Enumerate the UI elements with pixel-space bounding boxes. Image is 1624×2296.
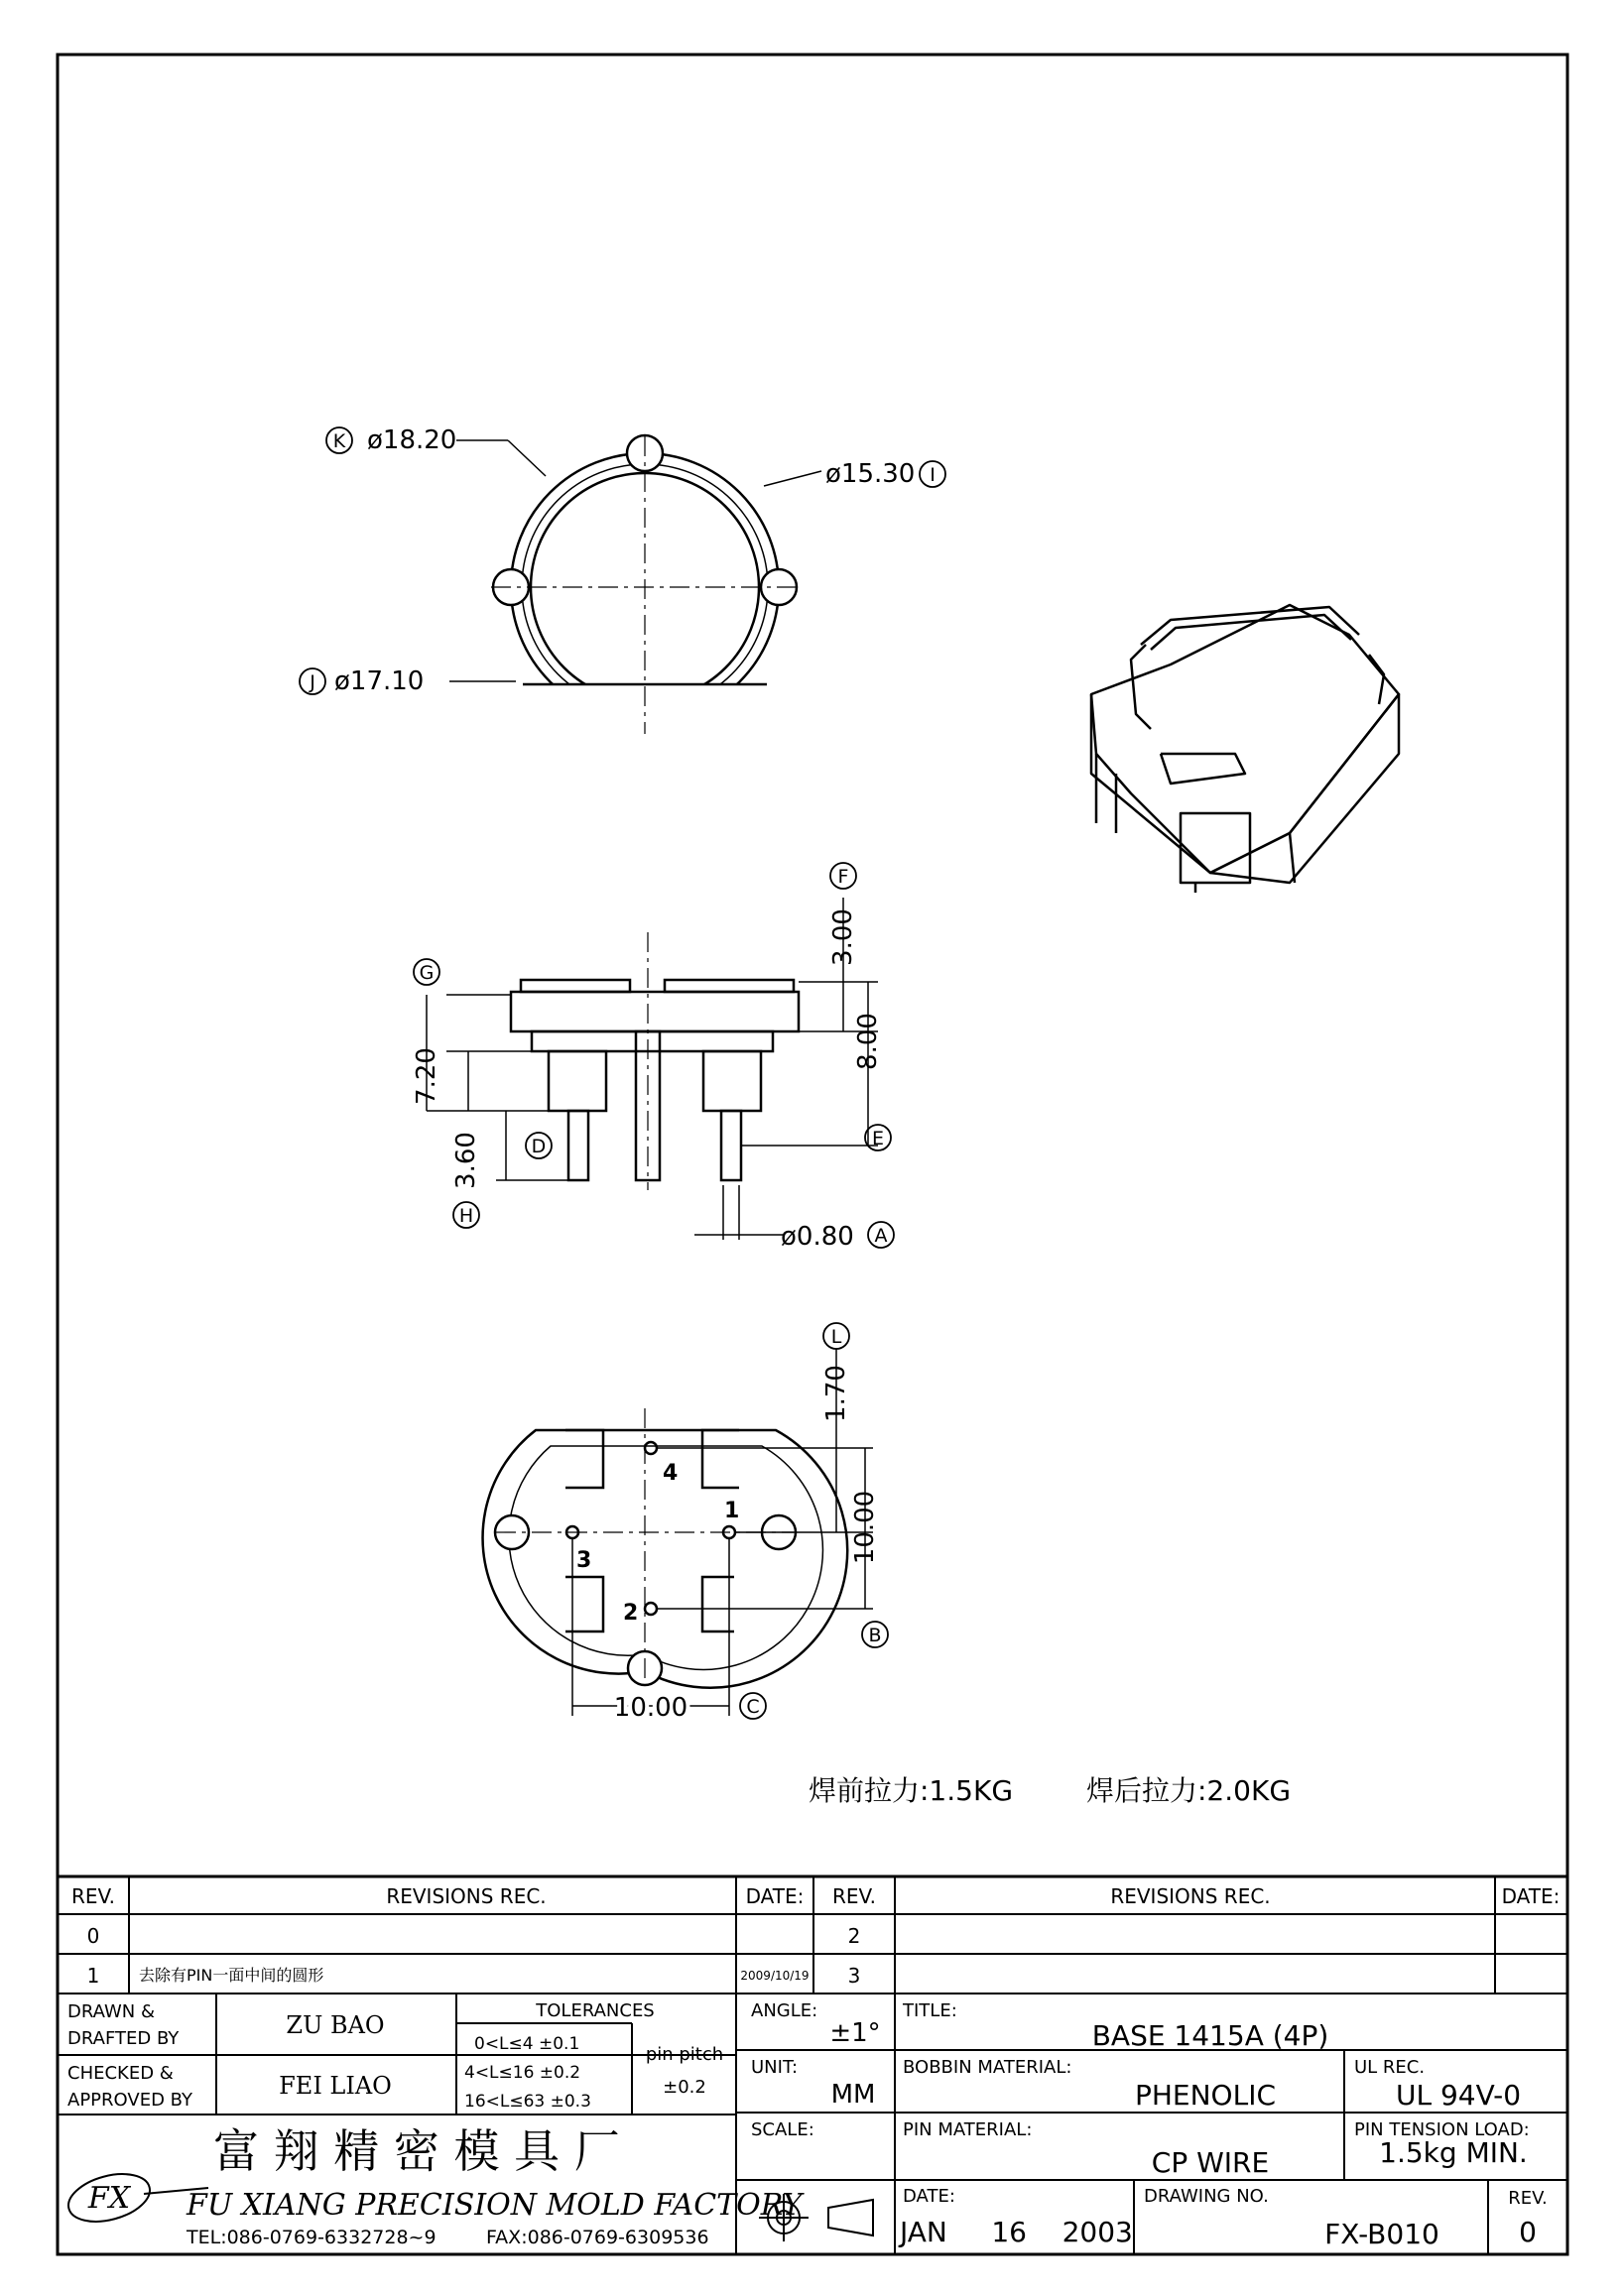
tag-b: B: [868, 1625, 882, 1646]
isometric-view: [1091, 605, 1399, 893]
tag-e: E: [871, 1128, 885, 1149]
rev-label: REV.: [1508, 2188, 1548, 2209]
dim-i: ø15.30: [825, 459, 916, 489]
pin-label-1: 1: [724, 1499, 740, 1523]
unit-value: MM: [830, 2080, 876, 2110]
rev-1: 1: [86, 1964, 100, 1988]
dim-b: 10.00: [850, 1490, 880, 1565]
tag-g: G: [419, 962, 435, 984]
drawing-no-label: DRAWING NO.: [1144, 2186, 1269, 2207]
header-date: DATE:: [745, 1884, 805, 1908]
tag-i: I: [930, 464, 936, 486]
rev-value: 0: [1519, 2216, 1537, 2248]
bobbin-value: PHENOLIC: [1134, 2079, 1277, 2112]
logo-text: FX: [87, 2181, 131, 2216]
title-block-text: [63, 1884, 1561, 2250]
header-date-2: DATE:: [1501, 1884, 1561, 1908]
drawn-label-1: DRAWN &: [67, 2001, 155, 2022]
note-pull-after: 焊后拉力:2.0KG: [1086, 1774, 1292, 1807]
drawn-by: ZU BAO: [286, 2011, 385, 2039]
top-view: [449, 435, 821, 744]
side-view: [427, 898, 878, 1240]
title-label: TITLE:: [903, 2000, 957, 2021]
pin-label-2: 2: [623, 1601, 639, 1626]
pin-tension-value: 1.5kg MIN.: [1379, 2136, 1528, 2169]
checked-by: FEI LIAO: [279, 2072, 392, 2100]
rev-0: 0: [86, 1924, 100, 1948]
rev-1-date: 2009/10/19: [740, 1969, 810, 1983]
pin-material-value: CP WIRE: [1151, 2146, 1270, 2179]
dim-a: ø0.80: [781, 1222, 854, 1252]
pin-label-3: 3: [576, 1548, 592, 1573]
company-name-cn: 富 翔 精 密 模 具 厂: [213, 2124, 620, 2178]
pin-pitch-label: pin pitch: [645, 2044, 724, 2065]
rev-3: 3: [847, 1964, 861, 1988]
angle-label: ANGLE:: [751, 2000, 818, 2021]
tag-d: D: [531, 1136, 547, 1157]
dim-c: 10.00: [613, 1693, 688, 1723]
pin-label-4: 4: [663, 1461, 679, 1486]
side-view-labels: [412, 863, 894, 1252]
header-rev: REV.: [71, 1884, 115, 1908]
rev-1-text: 去除有PIN一面中间的圆形: [139, 1966, 324, 1985]
unit-label: UNIT:: [751, 2057, 799, 2078]
title-value: BASE 1415A (4P): [1091, 2019, 1329, 2052]
dim-g: 7.20: [412, 1047, 441, 1105]
pin-pitch-tol: ±0.2: [663, 2077, 706, 2098]
bottom-view: [483, 1349, 873, 1716]
bottom-view-labels: [576, 1323, 888, 1723]
header-revisions: REVISIONS REC.: [386, 1884, 547, 1908]
angle-value: ±1°: [829, 2018, 881, 2048]
dim-e: 8.00: [853, 1013, 883, 1070]
drawn-label-2: DRAFTED BY: [67, 2028, 180, 2049]
tag-c: C: [746, 1696, 760, 1718]
drawing-no-value: FX-B010: [1324, 2218, 1439, 2250]
header-rev-2: REV.: [832, 1884, 876, 1908]
tag-h: H: [458, 1205, 474, 1227]
company-fax: FAX:086-0769-6309536: [486, 2227, 709, 2248]
tag-j: J: [310, 671, 315, 693]
ul-value: UL 94V-0: [1395, 2079, 1522, 2112]
rev-2: 2: [847, 1924, 861, 1948]
dim-f: 3.00: [828, 908, 858, 966]
tolerance-3: 16<L≤63 ±0.3: [464, 2092, 591, 2112]
scale-label: SCALE:: [751, 2119, 814, 2140]
checked-label-1: CHECKED &: [67, 2063, 174, 2084]
header-revisions-2: REVISIONS REC.: [1110, 1884, 1271, 1908]
tolerance-2: 4<L≤16 ±0.2: [464, 2063, 581, 2083]
company-tel: TEL:086-0769-6332728~9: [187, 2227, 437, 2248]
date-value: JAN 16 2003: [900, 2216, 1133, 2248]
dim-k: ø18.20: [367, 425, 457, 455]
pin-tension-label: PIN TENSION LOAD:: [1354, 2119, 1530, 2140]
ul-label: UL REC.: [1354, 2057, 1426, 2078]
tolerance-1: 0<L≤4 ±0.1: [474, 2034, 580, 2054]
tag-f: F: [837, 866, 849, 888]
note-pull-before: 焊前拉力:1.5KG: [809, 1774, 1014, 1807]
tag-k: K: [332, 430, 346, 452]
date-label: DATE:: [903, 2186, 955, 2207]
tolerances-label: TOLERANCES: [536, 2000, 655, 2021]
dim-l: 1.70: [821, 1365, 851, 1422]
dim-j: ø17.10: [334, 666, 425, 696]
pin-material-label: PIN MATERIAL:: [903, 2119, 1033, 2140]
tag-l: L: [830, 1326, 842, 1348]
dim-h: 3.60: [451, 1132, 481, 1189]
bobbin-label: BOBBIN MATERIAL:: [903, 2057, 1072, 2078]
checked-label-2: APPROVED BY: [67, 2090, 193, 2111]
company-name-en: FU XIANG PRECISION MOLD FACTORY: [187, 2188, 803, 2223]
tag-a: A: [874, 1225, 888, 1247]
